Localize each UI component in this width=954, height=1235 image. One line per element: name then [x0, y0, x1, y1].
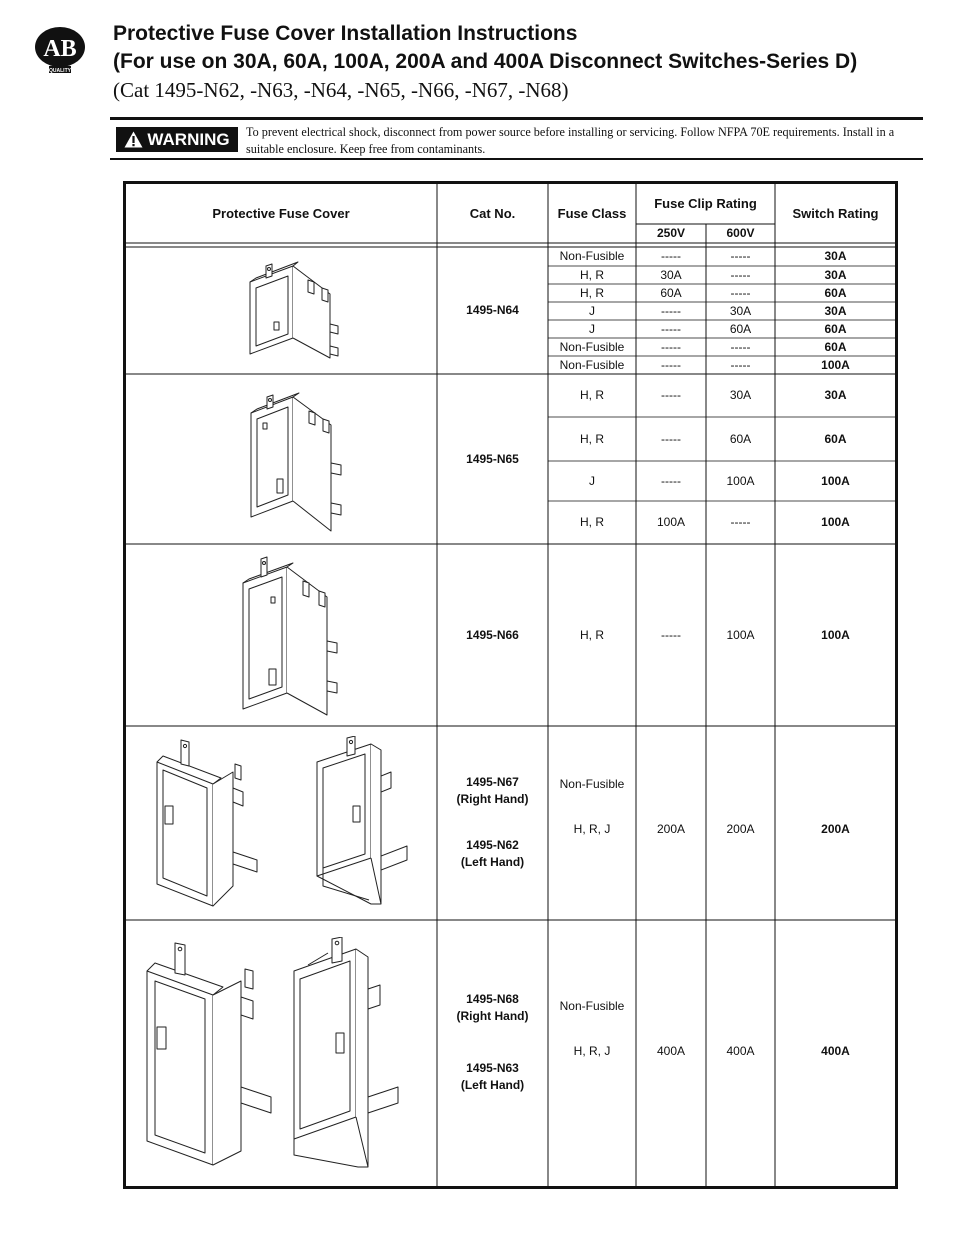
fuse-cover-n68-right-hand-illustration — [141, 937, 281, 1171]
header-protective-fuse-cover: Protective Fuse Cover — [212, 205, 350, 221]
n64-r4-600v: 30A — [729, 303, 752, 318]
catalog-list: (Cat 1495-N62, -N63, -N64, -N65, -N66, -N67, -N68) — [113, 78, 569, 102]
n64-r2-fuse-class: H, R — [580, 267, 604, 282]
warning-text: To prevent electrical shock, disconnect from power source before installing or servicing. Follow NFPA 70E requirements. Install in a suitable enclosure. Keep free from contaminants. — [246, 125, 895, 156]
cat-n63: 1495-N63 — [466, 1061, 519, 1075]
n64-r6-600v: ----- — [730, 339, 751, 354]
n64-r4-switch: 30A — [824, 303, 847, 318]
n68-fuse-class-1: Non-Fusible — [559, 998, 625, 1013]
n64-r7-600v: ----- — [730, 357, 751, 372]
n66-switch: 100A — [821, 627, 850, 642]
n64-r2-switch: 30A — [824, 267, 847, 282]
header-600v: 600V — [726, 226, 755, 240]
n64-r1-250v: ----- — [661, 249, 681, 263]
fuse-cover-n62-left-hand-illustration — [311, 736, 421, 908]
cat-n65: 1495-N65 — [466, 451, 519, 466]
n65-r1-600v: 30A — [729, 388, 752, 402]
n65-r4-fuse-class: H, R — [580, 515, 604, 529]
cat-n66: 1495-N66 — [466, 627, 519, 642]
n64-r2-600v: ----- — [730, 267, 751, 282]
n65-r2-fuse-class: H, R — [580, 431, 604, 446]
n65-r1-250v: ----- — [661, 388, 681, 402]
n65-r1-switch: 30A — [824, 388, 847, 402]
n64-r1-switch: 30A — [824, 249, 847, 263]
n67-fuse-class-2: H, R, J — [573, 821, 611, 836]
n65-r4-250v: 100A — [656, 515, 686, 529]
cat-n62-hand: (Left Hand) — [460, 855, 525, 869]
n64-r7-250v: ----- — [661, 357, 681, 372]
cat-n67: 1495-N67 — [466, 775, 519, 789]
fuse-cover-table — [123, 181, 898, 1189]
fuse-cover-n65-illustration — [241, 383, 356, 533]
n67-250v: 200A — [656, 821, 686, 836]
n65-r4-switch: 100A — [821, 515, 850, 529]
page-subtitle: (For use on 30A, 60A, 100A, 200A and 400A Disconnect Switches-Series D) — [113, 50, 858, 73]
n65-r3-switch: 100A — [821, 473, 850, 488]
fuse-cover-n66-illustration — [235, 553, 355, 717]
n67-switch: 200A — [821, 821, 850, 836]
n65-r2-250v: ----- — [661, 431, 681, 446]
cat-n68: 1495-N68 — [466, 992, 519, 1006]
n64-r3-600v: ----- — [730, 285, 751, 300]
n65-r4-600v: ----- — [730, 515, 751, 529]
warning-triangle-icon — [124, 131, 143, 148]
header-rule-bottom — [110, 158, 923, 160]
warning-label: WARNING — [147, 129, 230, 149]
header-fuse-class: Fuse Class — [557, 205, 627, 221]
fuse-cover-n64-illustration — [238, 254, 348, 366]
n65-r3-fuse-class: J — [589, 473, 595, 488]
n68-250v: 400A — [656, 1043, 686, 1058]
n64-r5-switch: 60A — [824, 321, 847, 336]
warning-badge — [116, 127, 238, 152]
n64-r5-250v: ----- — [661, 321, 681, 336]
n64-r3-250v: 60A — [660, 285, 682, 300]
n65-r3-600v: 100A — [726, 473, 755, 488]
n64-r6-switch: 60A — [824, 339, 847, 354]
logo-tagline: QUALITY — [49, 68, 71, 74]
n64-r5-600v: 60A — [729, 321, 752, 336]
page-title: Protective Fuse Cover Installation Instructions — [113, 22, 578, 45]
n64-r7-fuse-class: Non-Fusible — [559, 357, 625, 372]
n64-r4-fuse-class: J — [589, 303, 595, 318]
cat-n68-hand: (Right Hand) — [456, 1009, 529, 1023]
n64-r7-switch: 100A — [821, 357, 850, 372]
n64-r5-fuse-class: J — [589, 321, 595, 336]
fuse-cover-n67-right-hand-illustration — [151, 736, 271, 908]
n65-r2-600v: 60A — [729, 431, 752, 446]
header-250v: 250V — [656, 226, 686, 240]
cat-n68-block — [437, 984, 548, 1032]
cat-n62-block — [437, 830, 548, 878]
n65-r2-switch: 60A — [824, 431, 847, 446]
cat-n67-hand: (Right Hand) — [456, 792, 529, 806]
n66-600v: 100A — [726, 627, 755, 642]
cat-n67-block — [437, 767, 548, 815]
n67-fuse-class-1: Non-Fusible — [559, 776, 625, 791]
header-cat-no: Cat No. — [469, 205, 516, 221]
header-switch-rating: Switch Rating — [792, 205, 879, 221]
cat-n62: 1495-N62 — [466, 838, 519, 852]
header-rule-top — [110, 117, 923, 120]
n64-r3-fuse-class: H, R — [580, 285, 604, 300]
n65-r3-250v: ----- — [661, 473, 681, 488]
n64-r6-250v: ----- — [661, 339, 681, 354]
n64-r6-fuse-class: Non-Fusible — [559, 339, 625, 354]
logo-text: AB — [43, 36, 77, 62]
fuse-cover-n63-left-hand-illustration — [288, 937, 428, 1171]
allen-bradley-logo — [34, 24, 86, 76]
n64-r2-250v: 30A — [660, 267, 682, 282]
n67-600v: 200A — [726, 821, 755, 836]
n68-switch: 400A — [821, 1043, 850, 1058]
n64-r1-600v: ----- — [730, 249, 751, 263]
cat-n64: 1495-N64 — [466, 303, 519, 317]
n66-250v: ----- — [661, 627, 681, 642]
cat-n63-hand: (Left Hand) — [460, 1078, 525, 1092]
n64-r1-fuse-class: Non-Fusible — [559, 249, 625, 263]
n64-r3-switch: 60A — [824, 285, 847, 300]
n64-r4-250v: ----- — [661, 303, 681, 318]
n68-600v: 400A — [726, 1043, 755, 1058]
header-fuse-clip-rating: Fuse Clip Rating — [654, 196, 757, 211]
cat-n63-block — [437, 1053, 548, 1101]
n68-fuse-class-2: H, R, J — [573, 1043, 611, 1058]
n66-fuse-class: H, R — [580, 627, 604, 642]
n65-r1-fuse-class: H, R — [580, 388, 604, 402]
